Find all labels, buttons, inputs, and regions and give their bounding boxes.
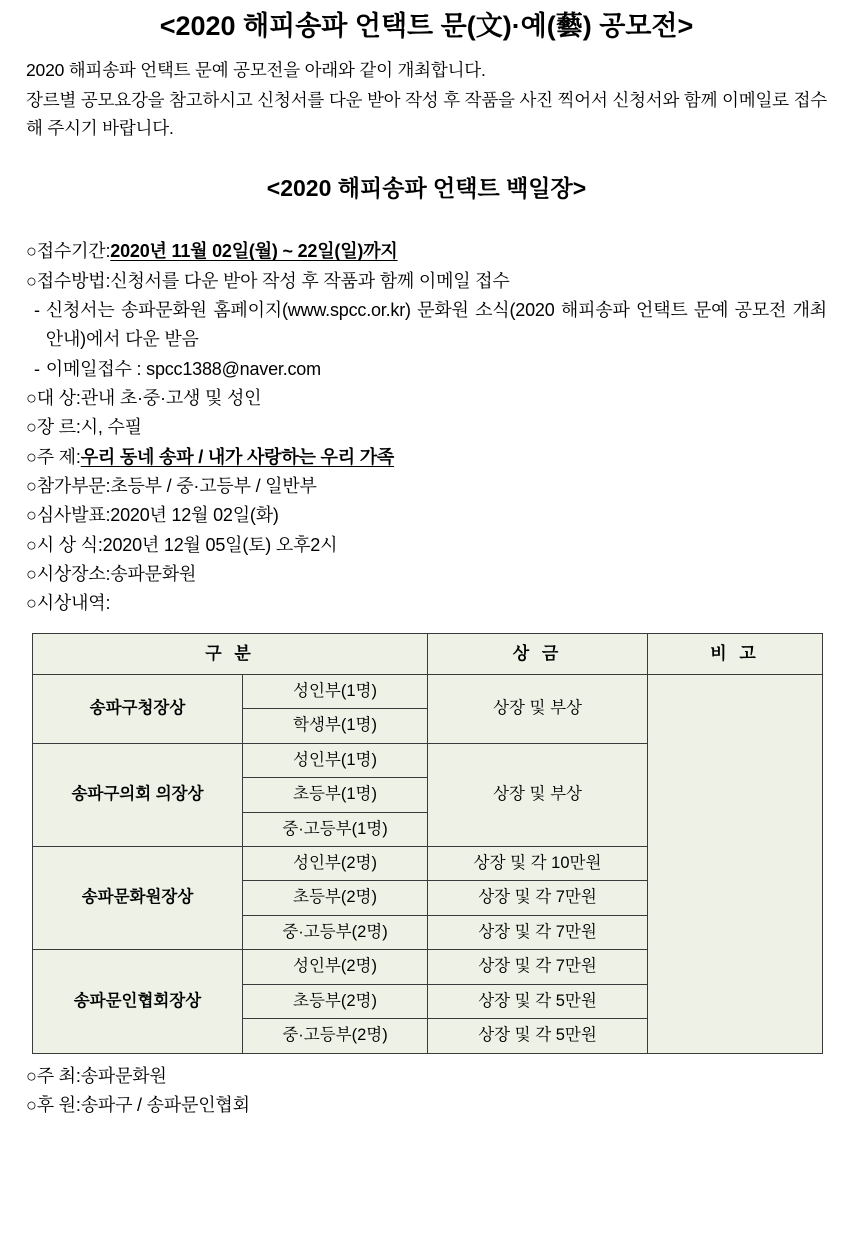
list-item-separator: : [105,476,111,497]
table-cell-group: 송파문인협회장상 [33,950,243,1053]
list-item-label: 장 르 [36,417,76,438]
list-bullet: ○ [26,593,37,614]
list-item [26,560,827,589]
table-header-row [33,633,823,674]
list-item-separator: : [75,1065,81,1086]
table-header-note: 비 고 [648,633,823,674]
table-cell-group: 송파문화원장상 [33,846,243,949]
list-item [26,472,827,501]
list-bullet: ○ [26,417,37,438]
list-item-value: 관내 초·중·고생 및 성인 [80,388,262,409]
list-item-value: 2020년 12월 02일(화) [110,505,279,526]
email-line: 이메일접수 : spcc1388@naver.com [45,358,321,379]
list-bullet: ○ [26,505,37,526]
intro-paragraph [26,56,827,142]
list-item [26,501,827,530]
list-item-separator: : [105,505,111,526]
list-item [26,589,827,618]
list-item-value: 신청서를 다운 받아 작성 후 작품과 함께 이메일 접수 [110,270,510,291]
list-item-separator: : [105,270,111,291]
prize-table [32,633,823,1054]
list-bullet: ○ [26,1094,37,1115]
table-cell-prize: 상장 및 부상 [428,743,648,846]
table-cell-division: 성인부(2명) [243,950,428,984]
intro-line-2: 장르별 공모요강을 참고하시고 신청서를 다운 받아 작성 후 작품을 사진 찍어서 신청서와 함께 이메일로 접수 해 주시기 바랍니다. [26,89,827,139]
table-cell-division: 초등부(2명) [243,881,428,915]
list-item [26,1091,827,1120]
list-item [26,384,827,413]
list-item [26,267,827,296]
list-item-label: 시상장소 [36,564,106,585]
list-item-separator: : [105,241,111,262]
table-header-prize: 상 금 [428,633,648,674]
list-item-value: 송파문화원 [80,1065,167,1086]
list-bullet: ○ [26,388,37,409]
table-cell-division: 성인부(1명) [243,743,428,777]
list-item [26,443,827,472]
table-cell-prize: 상장 및 각 10만원 [428,846,648,880]
list-item-value: 시, 수필 [80,417,142,438]
list-item [26,237,827,266]
table-cell-prize: 상장 및 각 7만원 [428,950,648,984]
table-header-division: 구 분 [33,633,428,674]
list-bullet: ○ [26,241,37,262]
list-item [26,413,827,442]
table-cell-division: 초등부(1명) [243,778,428,812]
table-cell-division: 중·고등부(2명) [243,1019,428,1053]
list-item-label: 심사발표 [36,505,106,526]
table-cell-prize: 상장 및 부상 [428,674,648,743]
list-item-label: 주 최 [36,1065,76,1086]
table-cell-division: 초등부(2명) [243,984,428,1018]
list-item-label: 주 제 [36,446,76,467]
list-item [26,1062,827,1091]
section-title: <2020 해피송파 언택트 백일장> [266,175,587,202]
table-cell-note [648,674,823,1053]
list-item-value: 2020년 12월 05일(토) 오후2시 [102,534,338,555]
list-item-label: 접수방법 [36,270,106,291]
list-item-separator: : [75,446,81,467]
list-bullet: ○ [26,476,37,497]
list-item-value: 송파문화원 [110,564,197,585]
list-bullet: ○ [26,1065,37,1086]
sub-list-item [26,355,827,384]
list-item-label: 참가부문 [36,476,106,497]
table-cell-prize: 상장 및 각 5만원 [428,984,648,1018]
sub-list-dash: - [34,300,40,321]
page-title: <2020 해피송파 언택트 문(文)·예(藝) 공모전> [159,11,694,41]
list-item-separator: : [105,593,111,614]
table-row [33,674,823,708]
table-cell-division: 학생부(1명) [243,709,428,743]
list-item-value: 2020년 11월 02일(월) ~ 22일(일)까지 [110,241,398,262]
table-cell-group: 송파구청장상 [33,674,243,743]
table-cell-division: 중·고등부(1명) [243,812,428,846]
list-item-label: 대 상 [36,388,76,409]
list-bullet: ○ [26,564,37,585]
table-cell-prize: 상장 및 각 7만원 [428,915,648,949]
table-cell-prize: 상장 및 각 7만원 [428,881,648,915]
list-item-label: 시 상 식 [36,534,98,555]
table-cell-division: 성인부(2명) [243,846,428,880]
list-bullet: ○ [26,534,37,555]
list-item-label: 후 원 [36,1094,76,1115]
sub-list-text: 신청서는 송파문화원 홈페이지(www.spcc.or.kr) 문화원 소식(2020 해피송파 언택트 문예 공모전 개최 안내)에서 다운 받음 [45,300,827,350]
list-item-separator: : [105,564,111,585]
sub-list-dash: - [34,358,40,379]
table-cell-division: 중·고등부(2명) [243,915,428,949]
list-bullet: ○ [26,446,37,467]
details-list [26,237,827,618]
intro-line-1: 2020 해피송파 언택트 문예 공모전을 아래와 같이 개최합니다. [26,60,486,81]
list-item-separator: : [97,534,103,555]
list-item-label: 접수기간 [36,241,106,262]
list-item-value: 송파구 / 송파문인협회 [80,1094,250,1115]
list-item [26,531,827,560]
list-item-value: 우리 동네 송파 / 내가 사랑하는 우리 가족 [80,446,395,467]
list-item-separator: : [75,1094,81,1115]
list-item-label: 시상내역 [36,593,106,614]
list-item-separator: : [75,417,81,438]
footer-list [26,1062,827,1121]
list-item-separator: : [75,388,81,409]
table-cell-group: 송파구의회 의장상 [33,743,243,846]
sub-list-item [26,296,827,355]
list-bullet: ○ [26,270,37,291]
list-item-value: 초등부 / 중·고등부 / 일반부 [110,476,317,497]
table-cell-prize: 상장 및 각 5만원 [428,1019,648,1053]
table-cell-division: 성인부(1명) [243,674,428,708]
